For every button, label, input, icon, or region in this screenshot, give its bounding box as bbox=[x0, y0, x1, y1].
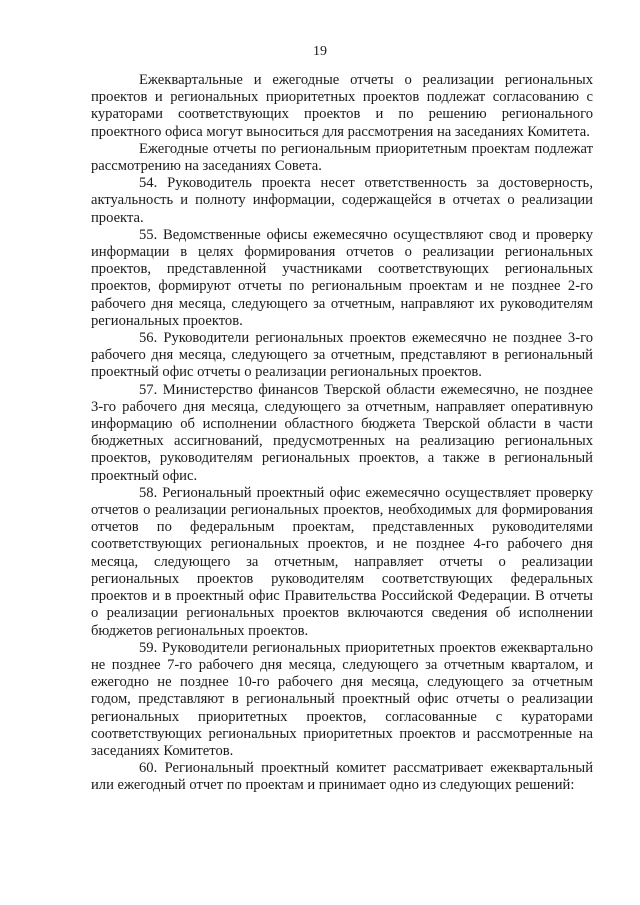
paragraph-56: 56. Руководители региональных проектов ежемесячно не позднее 3-го рабочего дня месяца, следующего за отчетным, представляют в региональный проектный офис отчеты о реализации региональных проектов. bbox=[91, 330, 593, 381]
paragraph-60: 60. Региональный проектный комитет рассматривает ежеквартальный или ежегодный отчет по проектам и принимает одно из следующих решений: bbox=[91, 760, 593, 794]
paragraph-54: 54. Руководитель проекта несет ответственность за достоверность, актуальность и полноту информации, содержащейся в отчетах о реализации проекта. bbox=[91, 175, 593, 226]
paragraph-55: 55. Ведомственные офисы ежемесячно осуществляют свод и проверку информации в целях формирования отчетов о реализации региональных проектов, представленной участниками соответствующих региональных проектов, формируют отчеты по региональным проектам и не позднее 2-го рабочего дня месяца, следующего за отчетным, направляют их руководителям региональных проектов. bbox=[91, 226, 593, 329]
paragraph-annual-reports-council: Ежегодные отчеты по региональным приоритетным проектам подлежат рассмотрению на заседаниях Совета. bbox=[91, 140, 593, 175]
paragraph-58: 58. Региональный проектный офис ежемесячно осуществляет проверку отчетов о реализации региональных проектов, необходимых для формирования отчетов по федеральным проектам, представленных руководителями соответствующих региональных проектов, и не позднее 4-го рабочего дня месяца, следующего за отчетным, направляет отчеты о реализации региональных проектов руководителям соответствующих федеральных проектов и в проектный офис Правительства Российской Федерации. В отчеты о реализации региональных проектов включаются сведения об исполнении бюджетов региональных проектов. bbox=[91, 484, 593, 639]
paragraph-quarterly-annual-reports: Ежеквартальные и ежегодные отчеты о реализации региональных проектов и региональных приоритетных проектов подлежат согласованию с кураторами соответствующих проектов и по решению регионального проектного офиса могут выноситься для рассмотрения на заседаниях Комитета. bbox=[91, 72, 593, 140]
page-number: 19 bbox=[313, 44, 327, 59]
paragraph-59: 59. Руководители региональных приоритетных проектов ежеквартально не позднее 7-го рабочего дня месяца, следующего за отчетным кварталом, и ежегодно не позднее 10-го рабочего дня месяца, следующего за отчетным годом, представляют в региональный проектный офис отчеты о реализации региональных приоритетных проектов, согласованные с кураторами соответствующих региональных приоритетных проектов и рассмотренные на заседаниях Комитетов. bbox=[91, 639, 593, 759]
document-body bbox=[91, 72, 593, 795]
paragraph-57: 57. Министерство финансов Тверской области ежемесячно, не позднее 3-го рабочего дня месяца, следующего за отчетным, направляет оперативную информацию об исполнении областного бюджета Тверской области в части бюджетных ассигнований, предусмотренных на реализацию региональных проектов, руководителям региональных проектов, а также в региональный проектный офис. bbox=[91, 381, 593, 484]
